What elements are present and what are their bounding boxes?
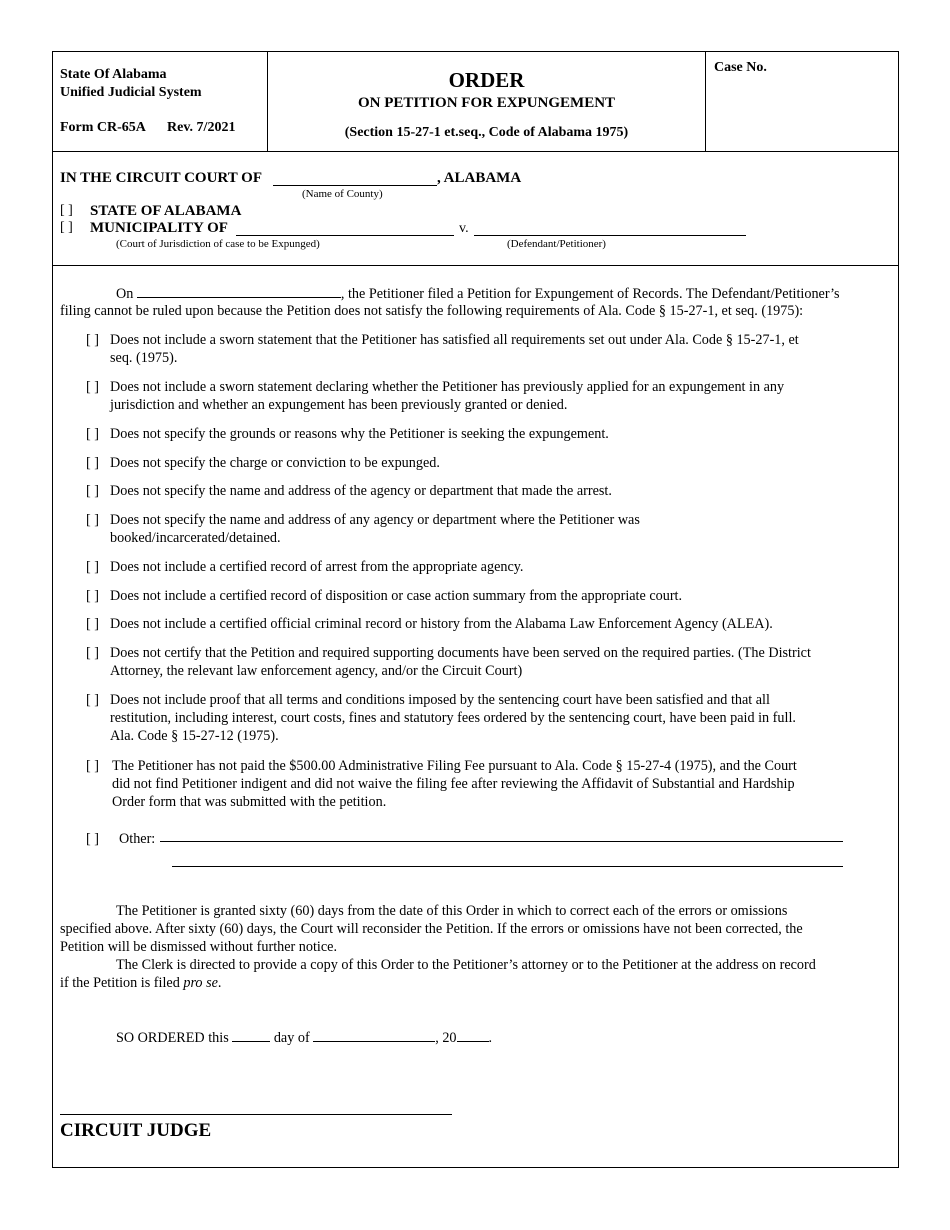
requirement-checkbox[interactable]: [ ] bbox=[86, 692, 99, 708]
other-item bbox=[86, 830, 896, 848]
month-field[interactable] bbox=[313, 1028, 435, 1042]
defendant-caption: (Defendant/Petitioner) bbox=[507, 238, 606, 250]
other-label: Other: bbox=[119, 831, 156, 847]
requirement-item: [ ] Does not specify the grounds or reasons why the Petitioner is seeking the expungement. bbox=[86, 426, 609, 442]
closing-line-1: The Petitioner is granted sixty (60) days from the date of this Order in which to correct each of the errors or omissions bbox=[116, 903, 788, 919]
requirement-item: [ ] Does not specify the name and address of the agency or department that made the arrest. bbox=[86, 483, 612, 499]
judge-title: CIRCUIT JUDGE bbox=[60, 1120, 212, 1141]
jurisdiction-caption: (Court of Jurisdiction of case to be Expunged) bbox=[116, 238, 320, 250]
requirement-item: [ ] Does not include a certified official criminal record or history from the Alabama Law Enforcement Agency (ALEA). bbox=[86, 616, 773, 632]
state-label: State Of Alabama bbox=[60, 67, 167, 82]
page-subtitle: ON PETITION FOR EXPUNGEMENT bbox=[357, 95, 616, 111]
requirement-checkbox[interactable]: [ ] bbox=[86, 483, 99, 499]
other-checkbox[interactable]: [ ] bbox=[86, 831, 99, 847]
requirement-checkbox[interactable]: [ ] bbox=[86, 559, 99, 575]
requirement-checkbox[interactable]: [ ] bbox=[86, 332, 99, 348]
case-number-label: Case No. bbox=[714, 60, 767, 75]
judge-signature-line[interactable] bbox=[60, 1114, 452, 1115]
state-checkbox[interactable]: [ ] bbox=[60, 203, 73, 218]
requirement-item: [ ] Does not include a certified record of disposition or case action summary from the appropriate court. bbox=[86, 588, 683, 604]
page-title: ORDER bbox=[448, 68, 525, 92]
requirement-checkbox[interactable]: [ ] bbox=[86, 426, 99, 442]
year-field[interactable] bbox=[457, 1028, 489, 1042]
petition-date-field[interactable] bbox=[137, 284, 341, 298]
requirement-checkbox[interactable]: [ ] bbox=[86, 455, 99, 471]
intro-line-1 bbox=[60, 284, 896, 303]
county-name-field[interactable] bbox=[273, 171, 437, 186]
requirement-item: [ ] Does not include a sworn statement declaring whether the Petitioner has previously applied for an expungement in any jurisdiction and whether an expungement has been previously granted or denied. bbox=[86, 379, 785, 413]
statute-reference: (Section 15-27-1 et.seq., Code of Alabama 1975) bbox=[344, 125, 629, 140]
closing-line-2: specified above. After sixty (60) days, the Court will reconsider the Petition. If the errors or omissions have not been corrected, the bbox=[60, 921, 803, 937]
other-line-2[interactable] bbox=[172, 866, 843, 867]
form-number: Form CR-65A bbox=[60, 120, 146, 135]
requirement-checkbox[interactable]: [ ] bbox=[86, 588, 99, 604]
other-line-1[interactable] bbox=[160, 841, 843, 842]
so-ordered-line: SO ORDERED this day of , 20 . bbox=[116, 1030, 493, 1046]
defendant-name-field[interactable] bbox=[474, 221, 746, 236]
requirement-checkbox[interactable]: [ ] bbox=[86, 758, 99, 774]
clerk-line-1: The Clerk is directed to provide a copy of this Order to the Petitioner’s attorney or to the Petitioner at the address on record bbox=[116, 957, 816, 973]
requirement-checkbox[interactable]: [ ] bbox=[86, 616, 99, 632]
municipality-checkbox[interactable]: [ ] bbox=[60, 220, 73, 235]
requirement-item: [ ] The Petitioner has not paid the $500.00 Administrative Filing Fee pursuant to Ala. Code § 15-27-4 (1975), and the Court did not find Petitioner indigent and did not waive the filing fee after reviewing the Affidavit of Substantial and Hardship Order form that was submitted with the petition. bbox=[86, 758, 797, 810]
intro-on: On bbox=[116, 286, 134, 302]
versus-label: v. bbox=[459, 221, 469, 236]
form-revision: Rev. 7/2021 bbox=[167, 120, 236, 135]
intro-line-2: filing cannot be ruled upon because the Petition does not satisfy the following requirements of Ala. Code § 15-27-1, et seq. (1975): bbox=[60, 303, 804, 319]
requirement-checkbox[interactable]: [ ] bbox=[86, 512, 99, 528]
intro-text-1: , the Petitioner filed a Petition for Expungement of Records. The Defendant/Petitioner’s bbox=[340, 286, 840, 302]
header-divider bbox=[52, 151, 899, 152]
case-number-field[interactable] bbox=[714, 80, 892, 146]
requirement-item: [ ] Does not specify the charge or conviction to be expunged. bbox=[86, 455, 440, 471]
municipality-option-label: MUNICIPALITY OF bbox=[90, 220, 228, 236]
clerk-line-2: if the Petition is filed pro se. bbox=[60, 975, 222, 991]
state-option-label: STATE OF ALABAMA bbox=[90, 203, 242, 219]
system-label: Unified Judicial System bbox=[60, 85, 202, 100]
requirement-item: [ ] Does not include a certified record of arrest from the appropriate agency. bbox=[86, 559, 524, 575]
closing-line-3: Petition will be dismissed without further notice. bbox=[60, 939, 338, 955]
requirement-checkbox[interactable]: [ ] bbox=[86, 379, 99, 395]
requirement-checkbox[interactable]: [ ] bbox=[86, 645, 99, 661]
court-prefix: IN THE CIRCUIT COURT OF bbox=[60, 170, 263, 186]
day-field[interactable] bbox=[232, 1028, 270, 1042]
caption-divider bbox=[52, 265, 899, 266]
requirement-item: [ ] Does not certify that the Petition and required supporting documents have been served on the required parties. (The District Attorney, the relevant law enforcement agency, and/or the Circuit Court) bbox=[86, 645, 811, 679]
court-suffix: , ALABAMA bbox=[437, 170, 522, 186]
requirement-item: [ ] Does not include a sworn statement that the Petitioner has satisfied all requirements set out under Ala. Code § 15-27-1, et seq. (1975). bbox=[86, 332, 799, 366]
municipality-name-field[interactable] bbox=[236, 221, 454, 236]
county-caption: (Name of County) bbox=[302, 188, 383, 200]
requirement-item: [ ] Does not include proof that all terms and conditions imposed by the sentencing court have been satisfied and that all restitution, including interest, court costs, fines and statutory fees ordered by the sentencing court, have been paid in full. Ala. Code § 15-27-12 (1975). bbox=[86, 692, 796, 744]
requirement-item: [ ] Does not specify the name and address of any agency or department where the Petitioner was booked/incarcerated/detained. bbox=[86, 512, 640, 546]
header-divider-right bbox=[705, 51, 706, 151]
